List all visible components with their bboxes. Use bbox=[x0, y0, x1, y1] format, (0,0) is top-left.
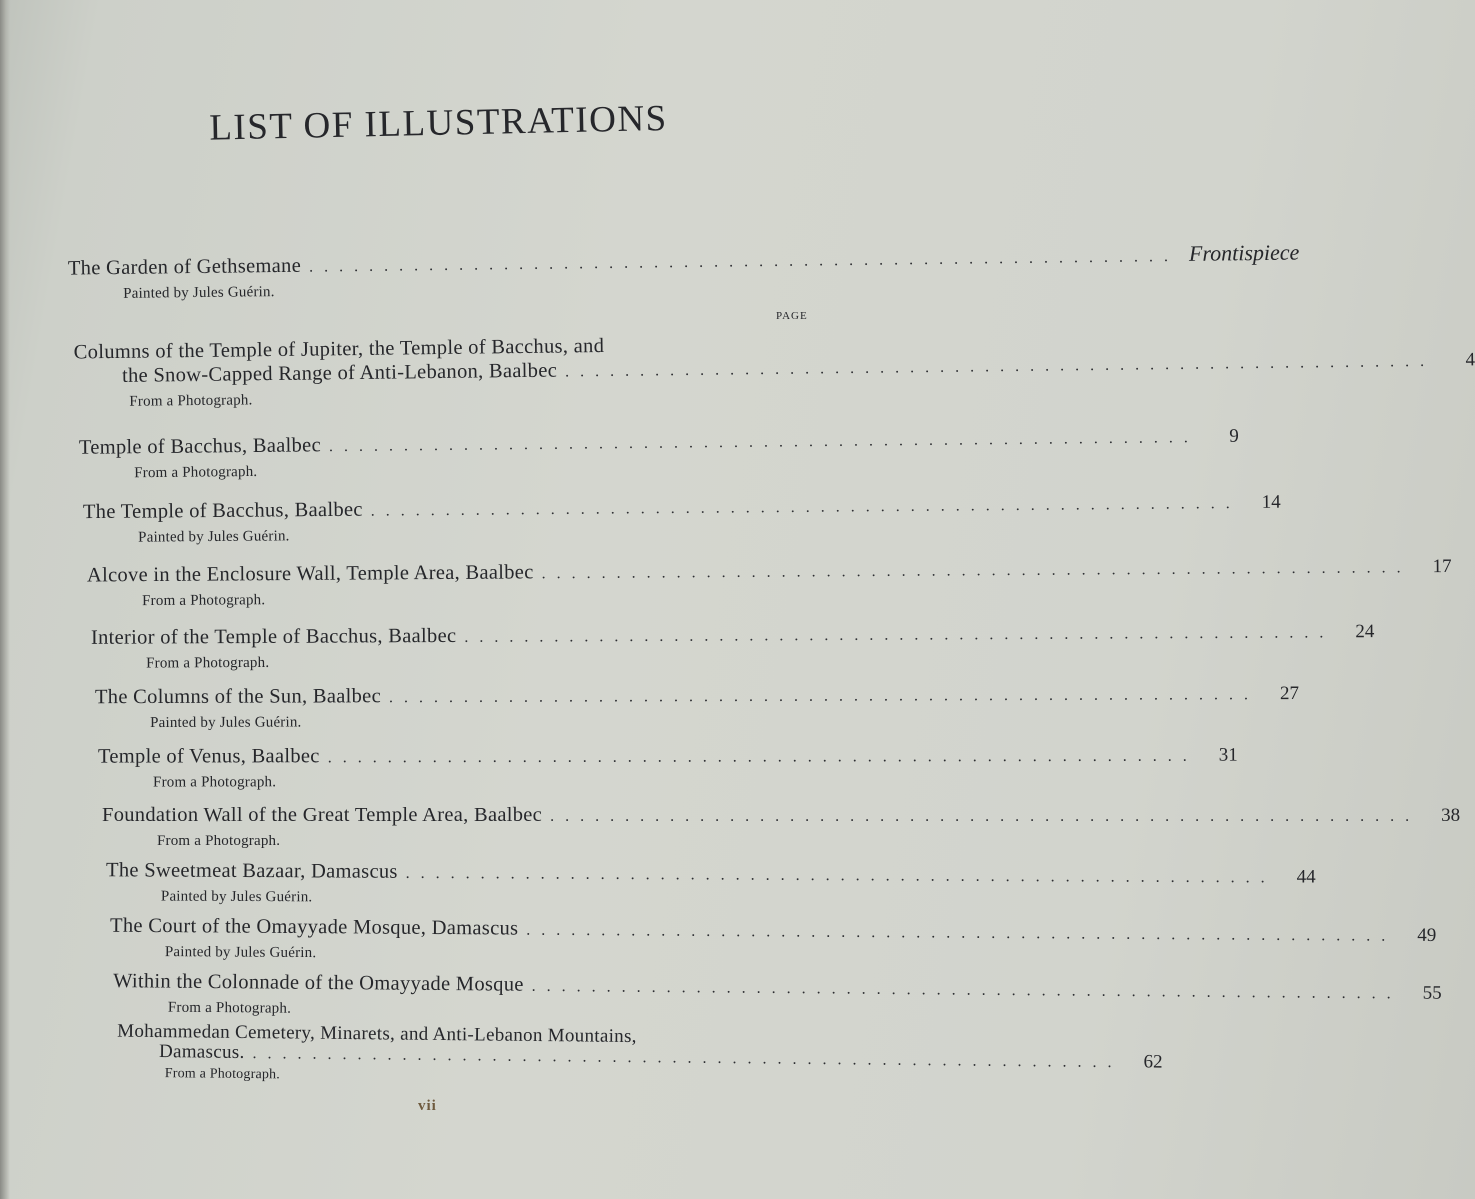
entry-credit: From a Photograph. bbox=[142, 592, 266, 610]
list-item bbox=[102, 803, 1461, 851]
leader-dots: .......................................................... bbox=[370, 495, 1241, 520]
list-item bbox=[106, 858, 1316, 909]
entry-page: 4 bbox=[1465, 349, 1475, 371]
entry-title: Temple of Bacchus, Baalbec bbox=[78, 434, 322, 459]
entry-credit: Painted by Jules Guérin. bbox=[160, 888, 313, 906]
entry-title: Columns of the Temple of Jupiter, the Temple of Bacchus, and bbox=[73, 335, 605, 364]
leader-dots: .......................................................... bbox=[541, 559, 1412, 583]
list-item bbox=[117, 1020, 1163, 1090]
entry-title: The Court of the Omayyade Mosque, Damascus bbox=[110, 914, 519, 940]
entry-credit: Painted by Jules Guérin. bbox=[138, 528, 290, 546]
entry-page: 27 bbox=[1279, 683, 1299, 705]
entry-credit: From a Photograph. bbox=[164, 1066, 281, 1083]
leader-dots: .......................................................... bbox=[252, 1045, 1123, 1072]
entry-page: Frontispiece bbox=[1188, 239, 1300, 266]
entry-title: Within the Colonnade of the Omayyade Mosque bbox=[113, 970, 524, 996]
leader-dots: .......................................................... bbox=[308, 247, 1180, 276]
entry-title-line bbox=[102, 803, 1461, 829]
leader-dots: .......................................................... bbox=[531, 977, 1402, 1003]
entry-title-line bbox=[106, 858, 1316, 888]
list-item bbox=[113, 969, 1442, 1023]
entry-title-line bbox=[82, 491, 1281, 526]
entry-page: 55 bbox=[1422, 982, 1442, 1004]
entry-title-line bbox=[110, 914, 1437, 946]
list-item bbox=[73, 332, 1475, 413]
entry-page: 38 bbox=[1441, 805, 1461, 826]
entry-title-cont: Damascus. bbox=[158, 1041, 245, 1063]
entry-title-line bbox=[94, 683, 1299, 711]
leader-dots: .......................................................... bbox=[328, 429, 1199, 456]
entry-credit: From a Photograph. bbox=[167, 999, 292, 1017]
list-item bbox=[86, 555, 1452, 612]
entry-page: 31 bbox=[1218, 744, 1238, 766]
entry-credit: From a Photograph. bbox=[153, 774, 277, 791]
entry-title-line bbox=[86, 555, 1452, 590]
entry-credit: Painted by Jules Guérin. bbox=[164, 944, 317, 962]
leader-dots: .......................................................... bbox=[327, 747, 1198, 767]
entry-credit: Painted by Jules Guérin. bbox=[123, 284, 275, 302]
entry-page: 17 bbox=[1432, 555, 1452, 578]
entry-credit: From a Photograph. bbox=[157, 833, 281, 849]
entry-credit: From a Photograph. bbox=[134, 463, 258, 482]
entry-title: Temple of Venus, Baalbec bbox=[97, 745, 320, 768]
leader-dots: .......................................................... bbox=[388, 686, 1259, 707]
entry-title-line bbox=[90, 621, 1375, 652]
entry-credit: From a Photograph. bbox=[146, 654, 270, 672]
entry-page: 24 bbox=[1355, 621, 1375, 643]
entry-page: 49 bbox=[1417, 924, 1437, 946]
page-column-label: PAGE bbox=[776, 310, 808, 322]
entry-title-cont: the Snow-Capped Range of Anti-Lebanon, Baalbec bbox=[121, 359, 558, 387]
entry-credit: Painted by Jules Guérin. bbox=[150, 714, 302, 732]
entry-page: 14 bbox=[1261, 491, 1281, 513]
leader-dots: .......................................................... bbox=[405, 864, 1276, 887]
page-number: vii bbox=[418, 1098, 437, 1114]
list-item bbox=[110, 914, 1437, 967]
entry-page: 44 bbox=[1296, 866, 1316, 888]
leader-dots: .......................................................... bbox=[464, 624, 1335, 646]
page-title: LIST OF ILLUSTRATIONS bbox=[208, 97, 669, 149]
list-item bbox=[94, 683, 1299, 733]
entry-credit: From a Photograph. bbox=[129, 392, 253, 410]
entry-title: The Sweetmeat Bazaar, Damascus bbox=[106, 859, 398, 883]
entry-title: The Garden of Gethsemane bbox=[67, 254, 302, 280]
list-item bbox=[67, 239, 1300, 304]
list-item bbox=[82, 491, 1281, 548]
leader-dots: .......................................................... bbox=[526, 921, 1397, 945]
entry-title: Alcove in the Enclosure Wall, Temple Area, Baalbec bbox=[86, 561, 534, 587]
entry-title: Interior of the Temple of Bacchus, Baalbec bbox=[90, 624, 457, 649]
leader-dots: .......................................................... bbox=[550, 808, 1421, 825]
entry-title: Foundation Wall of the Great Temple Area, Baalbec bbox=[102, 804, 543, 826]
leader-dots: .......................................................... bbox=[564, 352, 1436, 381]
entry-page: 62 bbox=[1143, 1051, 1163, 1073]
entry-title: The Temple of Bacchus, Baalbec bbox=[82, 498, 363, 524]
list-item bbox=[78, 425, 1239, 484]
list-item bbox=[90, 621, 1375, 674]
list-item bbox=[97, 743, 1238, 792]
entry-page: 9 bbox=[1229, 425, 1239, 447]
entry-title: Mohammedan Cemetery, Minarets, and Anti-Lebanon Mountains, bbox=[117, 1020, 637, 1048]
entry-title: The Columns of the Sun, Baalbec bbox=[94, 685, 381, 709]
entry-title-line bbox=[97, 743, 1238, 770]
entry-title-line bbox=[113, 969, 1442, 1004]
